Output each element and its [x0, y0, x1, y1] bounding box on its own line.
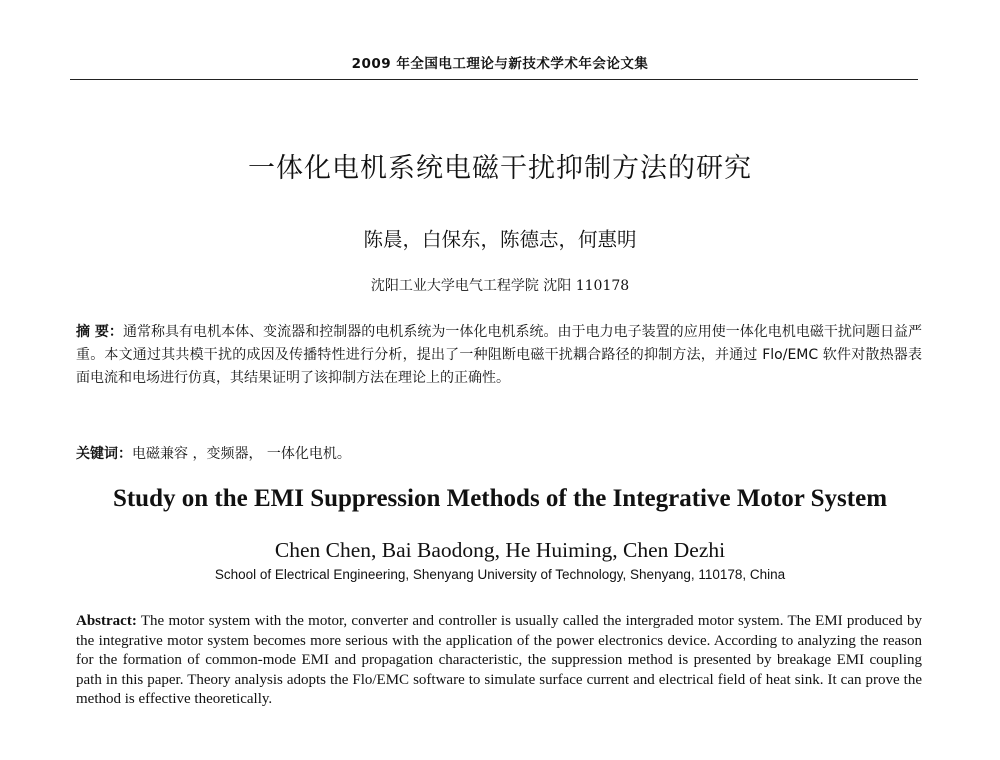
english-title: Study on the EMI Suppression Methods of the Integrative Motor System — [112, 485, 888, 512]
chinese-abstract-text: 通常称具有电机本体、变流器和控制器的电机系统为一体化电机系统。由于电力电子装置的应用使一体化电机电磁干扰问题日益严重。本文通过其共模干扰的成因及传播特性进行分析，提出了一种阻断电磁干扰耦合路径的抑制方法，并通过 Flo/EMC 软件对散热器表面电流和电场进行仿真，其结果证明了该抑制方法在理论上的正确性。 — [76, 324, 922, 386]
english-authors: Chen Chen, Bai Baodong, He Huiming, Chen Dezhi — [274, 538, 726, 562]
header-divider — [70, 79, 918, 80]
english-affiliation: School of Electrical Engineering, Shenyang University of Technology, Shenyang, 110178, China — [214, 567, 786, 582]
english-abstract-label: Abstract: — [76, 613, 137, 629]
chinese-affiliation: 沈阳工业大学电气工程学院 沈阳 110178 — [370, 278, 630, 294]
chinese-title: 一体化电机系统电磁干扰抑制方法的研究 — [248, 153, 752, 184]
english-abstract — [76, 612, 922, 710]
chinese-abstract-label: 摘 要： — [76, 324, 123, 340]
chinese-keywords — [76, 443, 922, 463]
running-header: 2009 年全国电工理论与新技术学术年会论文集 — [351, 56, 649, 72]
chinese-abstract — [76, 321, 922, 390]
chinese-authors: 陈晨，白保东，陈德志，何惠明 — [363, 228, 637, 251]
english-abstract-text: The motor system with the motor, converter and controller is usually called the intergraded motor system. The EMI produced by the integrative motor system becomes more serious with the application of the power electronics device. According to analyzing the reason for the formation of common-mode EMI and propagation characteristic, the suppression method is presented by breakage EMI coupling path in this paper. Theory analysis adopts the Flo/EMC software to simulate surface current and electrical field of heat sink. It can prove the method is effective theoretically. — [76, 613, 922, 707]
chinese-keywords-text: 电磁兼容 ，变频器， 一体化电机。 — [132, 446, 351, 462]
chinese-keywords-label: 关键词： — [76, 446, 132, 462]
